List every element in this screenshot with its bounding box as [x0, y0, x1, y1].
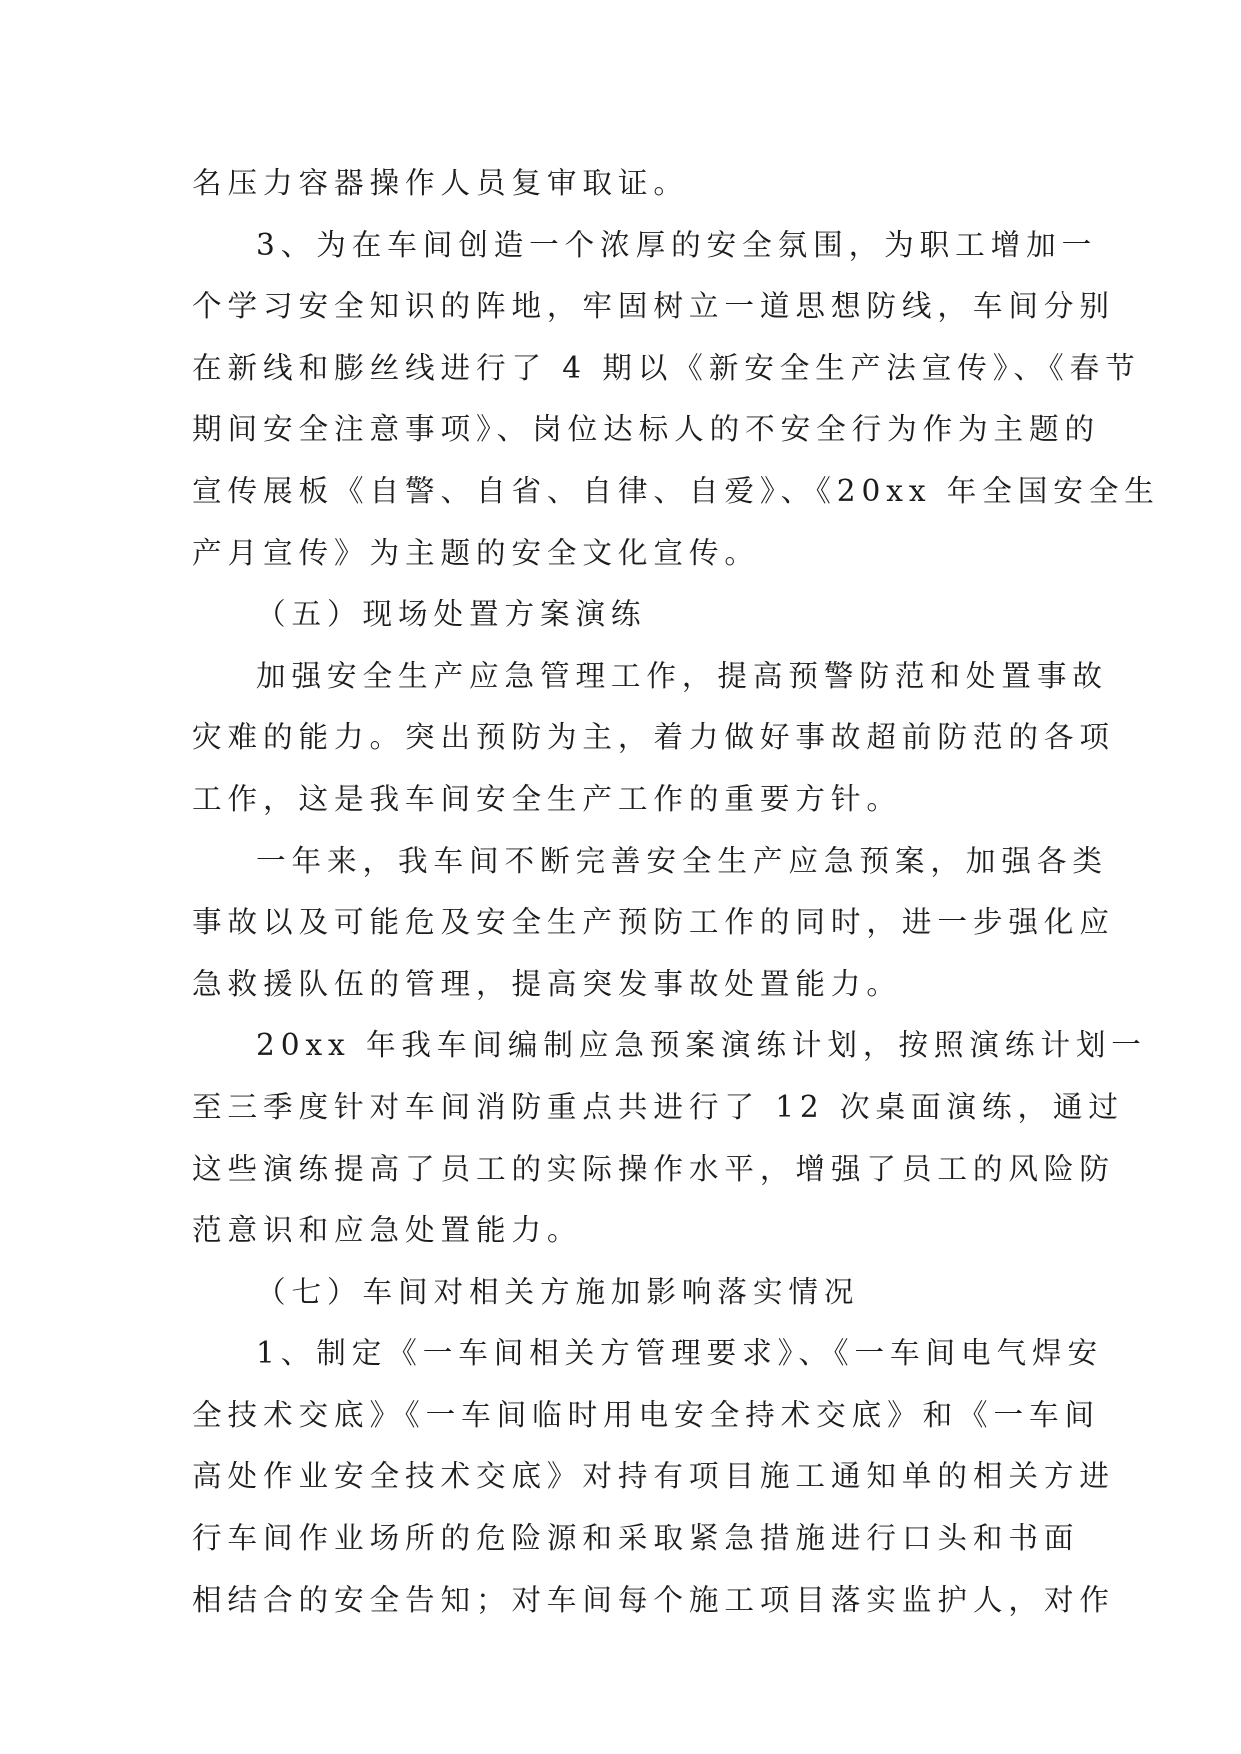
text-line: 期间安全注意事项》、岗位达标人的不安全行为作为主题的: [192, 412, 1101, 447]
text-line: 急救援队伍的管理，提高突发事故处置能力。: [192, 966, 902, 1001]
text-line: 灾难的能力。突出预防为主，着力做好事故超前防范的各项: [192, 720, 1115, 755]
text-line: 加强安全生产应急管理工作，提高预警防范和处置事故: [256, 658, 1108, 693]
text-line: 产月宣传》为主题的安全文化宣传。: [192, 535, 760, 570]
text-line: 名压力容器操作人员复审取证。: [192, 166, 689, 200]
text-line: 一年来，我车间不断完善安全生产应急预案，加强各类: [256, 843, 1108, 878]
text-line: 宣传展板《自警、自省、自律、自爱》、《20xx 年全国安全生: [192, 473, 1160, 508]
text-line: 工作，这是我车间安全生产工作的重要方针。: [192, 781, 902, 816]
text-line: 个学习安全知识的阵地，牢固树立一道思想防线，车间分别: [192, 289, 1115, 324]
text-line: 20xx 年我车间编制应急预案演练计划，按照演练计划一: [256, 1028, 1147, 1063]
text-line: 至三季度针对车间消防重点共进行了 12 次桌面演练，通过: [192, 1089, 1124, 1124]
text-line: 全技术交底》《一车间临时用电安全持术交底》和《一车间: [192, 1397, 1101, 1432]
text-line: 范意识和应急处置能力。: [192, 1213, 583, 1248]
document-body: [192, 153, 1160, 1631]
text-line: 1、制定《一车间相关方管理要求》、《一车间电气焊安: [256, 1336, 1103, 1371]
text-line: 高处作业安全技术交底》对持有项目施工通知单的相关方进: [192, 1459, 1115, 1494]
text-line: 在新线和膨丝线进行了 4 期以《新安全生产法宣传》、《春节: [192, 350, 1141, 385]
section-heading: （五）现场处置方案演练: [256, 597, 647, 632]
text-line: 行车间作业场所的危险源和采取紧急措施进行口头和书面: [192, 1521, 1080, 1556]
section-heading: （七）车间对相关方施加影响落实情况: [256, 1274, 860, 1309]
text-line: 这些演练提高了员工的实际操作水平，增强了员工的风险防: [192, 1151, 1115, 1186]
text-line: 3、为在车间创造一个浓厚的安全氛围，为职工增加一: [256, 227, 1098, 262]
text-line: 事故以及可能危及安全生产预防工作的同时，进一步强化应: [192, 905, 1115, 940]
text-line: 相结合的安全告知；对车间每个施工项目落实监护人，对作: [192, 1582, 1115, 1617]
